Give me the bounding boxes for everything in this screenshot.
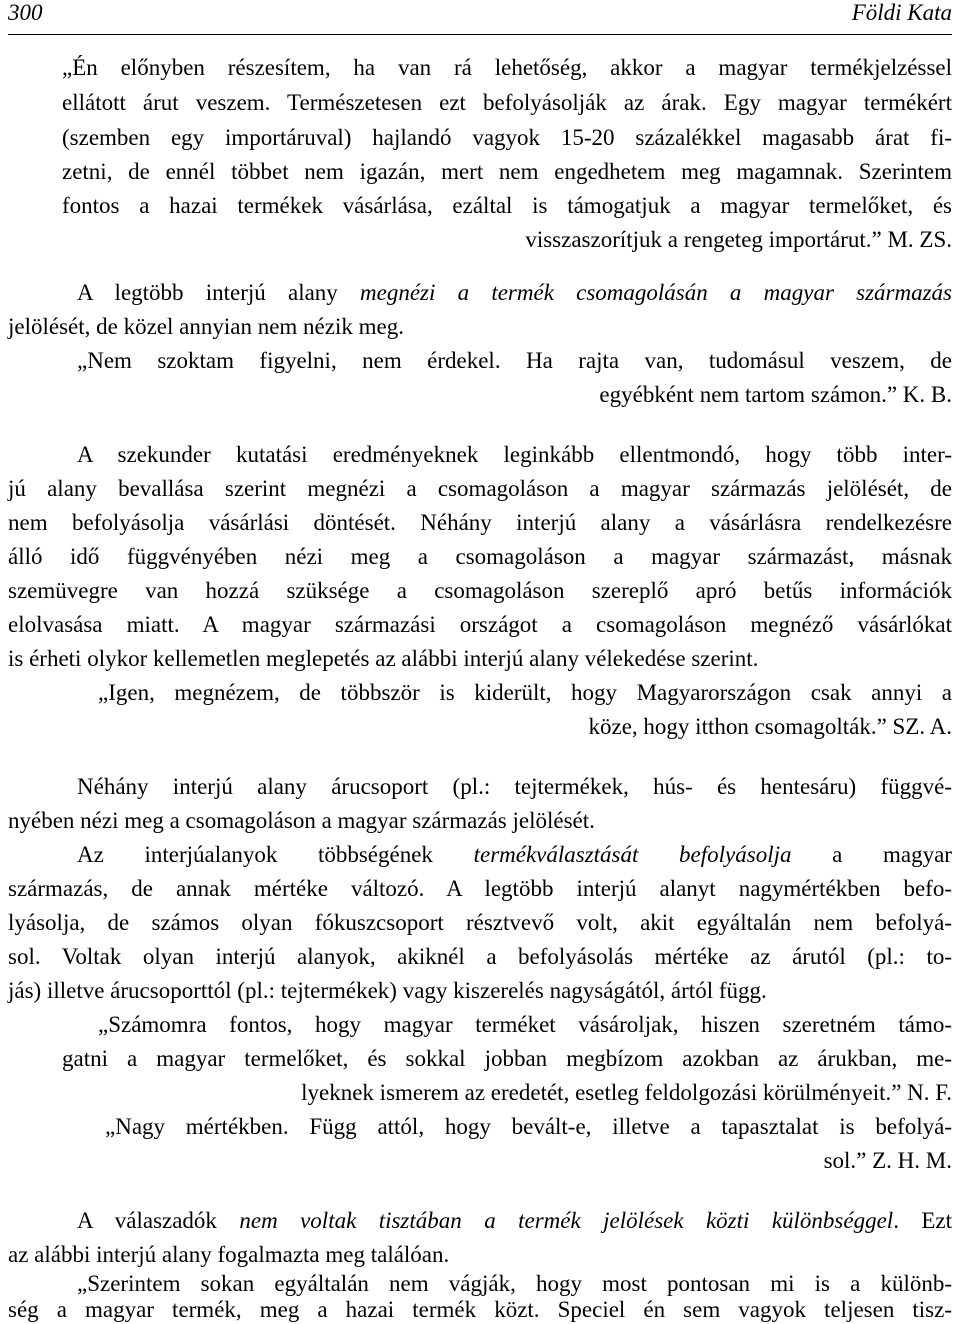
text-line: fontos a hazai termékek vásárlása, ezáltal is támogatjuk a magyar termelőket, és bbox=[62, 193, 952, 218]
text-line: visszaszorítjuk a rengeteg importárut.” M. ZS. bbox=[525, 227, 952, 252]
text-line: Néhány interjú alany árucsoport (pl.: tejtermékek, hús- és hentesáru) függvé- bbox=[77, 774, 952, 799]
text-line: „Nem szoktam figyelni, nem érdekel. Ha rajta van, tudomásul veszem, de bbox=[77, 348, 952, 373]
text-line: „Nagy mértékben. Függ attól, hogy bevált-e, illetve a tapasztalat is befolyá- bbox=[105, 1114, 952, 1139]
text-line: is érheti olykor kellemetlen meglepetés az alábbi interjú alany vélekedése szerint. bbox=[8, 646, 759, 671]
text-line: Az interjúalanyok többségének termékválasztását befolyásolja a magyar bbox=[77, 842, 952, 867]
emphasis: termékválasztását befolyásolja bbox=[473, 842, 792, 867]
text-line: jás) illetve árucsoporttól (pl.: tejtermékek) vagy kiszerelés nagyságától, ártól függ. bbox=[8, 978, 767, 1003]
text-line: nem befolyásolja vásárlási döntését. Néhány interjú alany a vásárlásra rendelkezésre bbox=[8, 510, 952, 535]
text-line: sol.” Z. H. M. bbox=[823, 1148, 952, 1173]
emphasis: megnézi a termék csomagolásán a magyar származás bbox=[360, 280, 952, 305]
running-head: Földi Kata bbox=[851, 0, 952, 25]
text-line: jú alany bevallása szerint megnézi a csomagoláson a magyar származás jelölését, de bbox=[8, 476, 952, 501]
text-line: gatni a magyar termelőket, és sokkal jobban megbízom azokban az árukban, me- bbox=[62, 1046, 952, 1071]
text-line: szemüvegre van hozzá szüksége a csomagoláson szereplő apró betűs információk bbox=[8, 578, 952, 603]
text-line: elolvasása miatt. A magyar származási országot a csomagoláson megnéző vásárlókat bbox=[8, 612, 952, 637]
text-line: zetni, de ennél többet nem igazán, mert nem engedhetem meg magamnak. Szerintem bbox=[62, 159, 952, 184]
text-line: A legtöbb interjú alany megnézi a termék csomagolásán a magyar származás bbox=[77, 280, 952, 305]
page-number: 300 bbox=[8, 0, 43, 25]
text-line: „Én előnyben részesítem, ha van rá lehetőség, akkor a magyar termékjelzéssel bbox=[62, 55, 952, 80]
text-line: jelölését, de közel annyian nem nézik meg. bbox=[8, 314, 404, 339]
text-line: származás, de annak mértéke változó. A legtöbb interjú alanyt nagymértékben befo- bbox=[8, 876, 952, 901]
emphasis: nem voltak tisztában a termék jelölések közti különbséggel bbox=[239, 1208, 894, 1233]
text-line: nyében nézi meg a csomagoláson a magyar származás jelölését. bbox=[8, 808, 595, 833]
text-line: sol. Voltak olyan interjú alanyok, akiknél a befolyásolás mértéke az árutól (pl.: to- bbox=[8, 944, 952, 969]
text-line: A szekunder kutatási eredményeknek leginkább ellentmondó, hogy több inter- bbox=[77, 442, 952, 467]
text-line: „Igen, megnézem, de többször is kiderült, hogy Magyarországon csak annyi a bbox=[98, 680, 952, 705]
page-header bbox=[8, 0, 952, 35]
text-line: ség a magyar termék, meg a hazai termék közt. Speciel én sem vagyok teljesen tisz- bbox=[8, 1297, 952, 1322]
text-line: lyásolja, de számos olyan fókuszcsoport résztvevő volt, akit egyáltalán nem befolyá- bbox=[8, 910, 952, 935]
text-line: az alábbi interjú alany fogalmazta meg találóan. bbox=[8, 1242, 450, 1267]
text-line: lyeknek ismerem az eredetét, esetleg feldolgozási körülményeit.” N. F. bbox=[301, 1080, 952, 1105]
text-line: egyébként nem tartom számon.” K. B. bbox=[599, 382, 952, 407]
text-line: „Szerintem sokan egyáltalán nem vágják, hogy most pontosan mi is a különb- bbox=[77, 1271, 952, 1296]
text-line: „Számomra fontos, hogy magyar terméket vásároljak, hiszen szeretném támo- bbox=[98, 1012, 952, 1037]
text-line: A válaszadók nem voltak tisztában a termék jelölések közti különbséggel. Ezt bbox=[77, 1208, 953, 1233]
text-line: köze, hogy itthon csomagolták.” SZ. A. bbox=[588, 714, 952, 739]
text-line: álló idő függvényében nézi meg a csomagoláson a magyar származást, másnak bbox=[8, 544, 952, 569]
text-line: (szemben egy importáruval) hajlandó vagyok 15-20 százalékkel magasabb árat fi- bbox=[62, 125, 952, 150]
text-line: ellátott árut veszem. Természetesen ezt befolyásolják az árak. Egy magyar termékért bbox=[62, 90, 952, 115]
